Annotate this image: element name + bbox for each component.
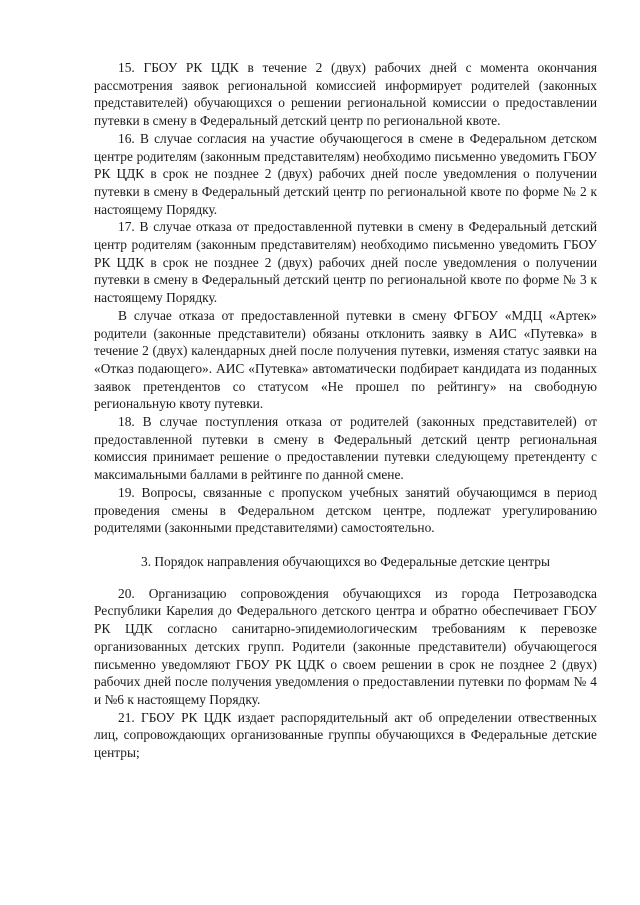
paragraph-16: 16. В случае согласия на участие обучающегося в смене в Федеральном детском центре родителям (законным представителям) необходимо письменно уведомить ГБОУ РК ЦДК в срок не позднее 2 (двух) рабочих дней после уведомления о получении путевки в смену в Федеральный детский центр по региональной квоте по форме № 2 к настоящему Порядку. — [94, 130, 597, 217]
paragraph-17: 17. В случае отказа от предоставленной путевки в смену в Федеральный детский центр родителям (законным представителям) необходимо письменно уведомить ГБОУ РК ЦДК в срок не позднее 2 (двух) рабочих дней после уведомления о получении путевки в смену в Федеральный детский центр по региональной квоте по форме № 3 к настоящему Порядку. — [94, 219, 597, 306]
paragraph-15: 15. ГБОУ РК ЦДК в течение 2 (двух) рабочих дней с момента окончания рассмотрения заявок региональной комиссией информирует родителей (законных представителей) обучающихся о решении региональной комиссии о предоставлении путевки в смену в Федеральный детский центр по региональной квоте. — [94, 60, 597, 129]
paragraph-19: 19. Вопросы, связанные с пропуском учебных занятий обучающимся в период проведения смены в Федеральном детском центре, подлежат урегулированию родителями (законными представителями) самостоятельно. — [94, 484, 597, 536]
section-heading: 3. Порядок направления обучающихся во Федеральные детские центры — [141, 553, 550, 569]
paragraph-18: 18. В случае поступления отказа от родителей (законных представителей) от предоставленной путевки в смену в Федеральный детский центр региональная комиссия принимает решение о предоставлении путевки следующему претенденту с максимальными баллами в рейтинге по данной смене. — [94, 414, 597, 483]
paragraph-20: 20. Организацию сопровождения обучающихся из города Петрозаводска Республики Карелия до Федерального детского центра и обратно обеспечивает ГБОУ РК ЦДК согласно санитарно-эпидемиологическим требованиям к перевозке организованных детских групп. Родители (законные представители) обучающегося письменно уведомляют ГБОУ РК ЦДК о своем решении в срок не позднее 2 (двух) рабочих дней после получения уведомления о предоставлении путевки по формам № 4 и №6 к настоящему Порядку. — [94, 585, 597, 707]
paragraph-17-artek: В случае отказа от предоставленной путевки в смену ФГБОУ «МДЦ «Артек» родители (законные представители) обязаны отклонить заявку в АИС «Путевка» в течение 2 (двух) календарных дней после получения путевки, изменяя статус заявки на «Отказ подающего». АИС «Путевка» автоматически подбирает кандидата из поданных заявок претендентов со статусом «Не прошел по рейтингу» на свободную региональную квоту путевки. — [94, 307, 597, 412]
paragraph-21: 21. ГБОУ РК ЦДК издает распорядительный акт об определении отвественных лиц, сопровождающих организованные группы обучающихся в Федеральные детские центры; — [94, 709, 597, 761]
